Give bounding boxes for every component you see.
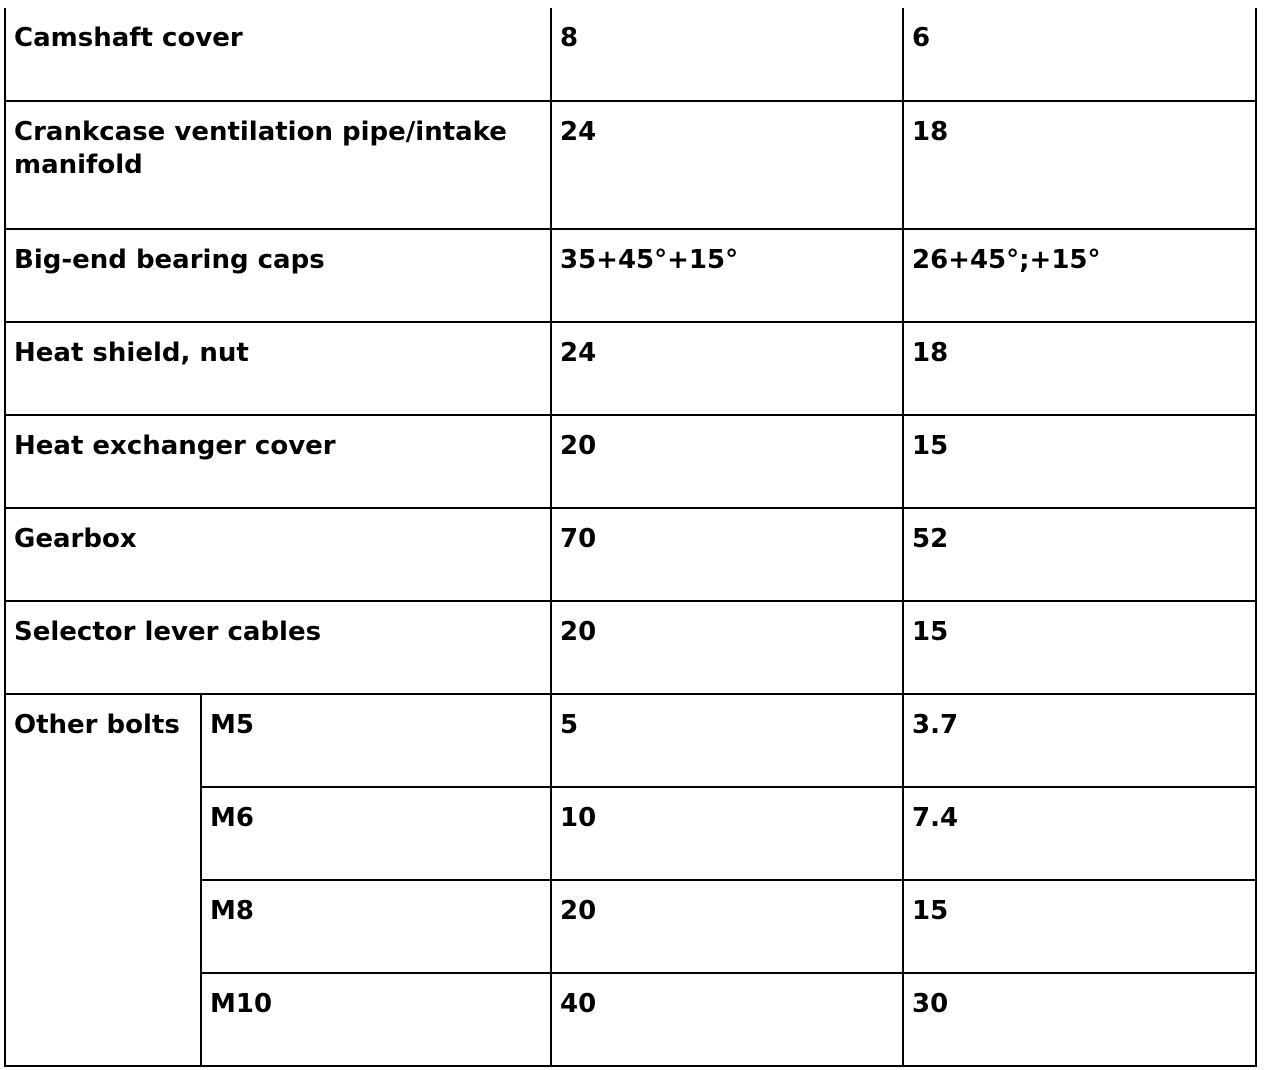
table-row: [5, 787, 1256, 880]
torque-lbft-cell: 18: [903, 101, 1256, 229]
torque-nm-cell: 70: [551, 508, 903, 601]
torque-nm-cell: 20: [551, 601, 903, 694]
table-row: [5, 973, 1256, 1066]
torque-nm-cell: 24: [551, 322, 903, 415]
torque-nm-cell: 20: [551, 415, 903, 508]
component-cell: Gearbox: [5, 508, 551, 601]
torque-lbft-cell: 15: [903, 880, 1256, 973]
torque-nm-cell: 24: [551, 101, 903, 229]
torque-specification-table: [4, 8, 1257, 1067]
torque-nm-cell: 5: [551, 694, 903, 787]
table-row: [5, 229, 1256, 322]
component-cell: Selector lever cables: [5, 601, 551, 694]
bolt-size-cell: M6: [201, 787, 551, 880]
torque-lbft-cell: 15: [903, 415, 1256, 508]
bolt-size-cell: M10: [201, 973, 551, 1066]
torque-nm-cell: 35+45°+15°: [551, 229, 903, 322]
torque-nm-cell: 40: [551, 973, 903, 1066]
table-row: [5, 101, 1256, 229]
table-row: [5, 880, 1256, 973]
table-row: [5, 601, 1256, 694]
table-row: [5, 694, 1256, 787]
component-cell: Camshaft cover: [5, 8, 551, 101]
component-cell: Crankcase ventilation pipe/intake manifold: [5, 101, 551, 229]
torque-lbft-cell: 18: [903, 322, 1256, 415]
empty-cell: [5, 973, 201, 1066]
torque-lbft-cell: 26+45°;+15°: [903, 229, 1256, 322]
component-cell: Heat shield, nut: [5, 322, 551, 415]
other-bolts-label-cell: Other bolts: [5, 694, 201, 787]
torque-lbft-cell: 7.4: [903, 787, 1256, 880]
component-cell: Heat exchanger cover: [5, 415, 551, 508]
torque-lbft-cell: 6: [903, 8, 1256, 101]
torque-lbft-cell: 3.7: [903, 694, 1256, 787]
component-cell: Big-end bearing caps: [5, 229, 551, 322]
empty-cell: [5, 880, 201, 973]
torque-nm-cell: 20: [551, 880, 903, 973]
torque-lbft-cell: 30: [903, 973, 1256, 1066]
table-row: [5, 322, 1256, 415]
torque-lbft-cell: 15: [903, 601, 1256, 694]
table-row: [5, 8, 1256, 101]
torque-lbft-cell: 52: [903, 508, 1256, 601]
empty-cell: [5, 787, 201, 880]
table-row: [5, 415, 1256, 508]
bolt-size-cell: M5: [201, 694, 551, 787]
table-row: [5, 508, 1256, 601]
torque-nm-cell: 8: [551, 8, 903, 101]
bolt-size-cell: M8: [201, 880, 551, 973]
torque-nm-cell: 10: [551, 787, 903, 880]
